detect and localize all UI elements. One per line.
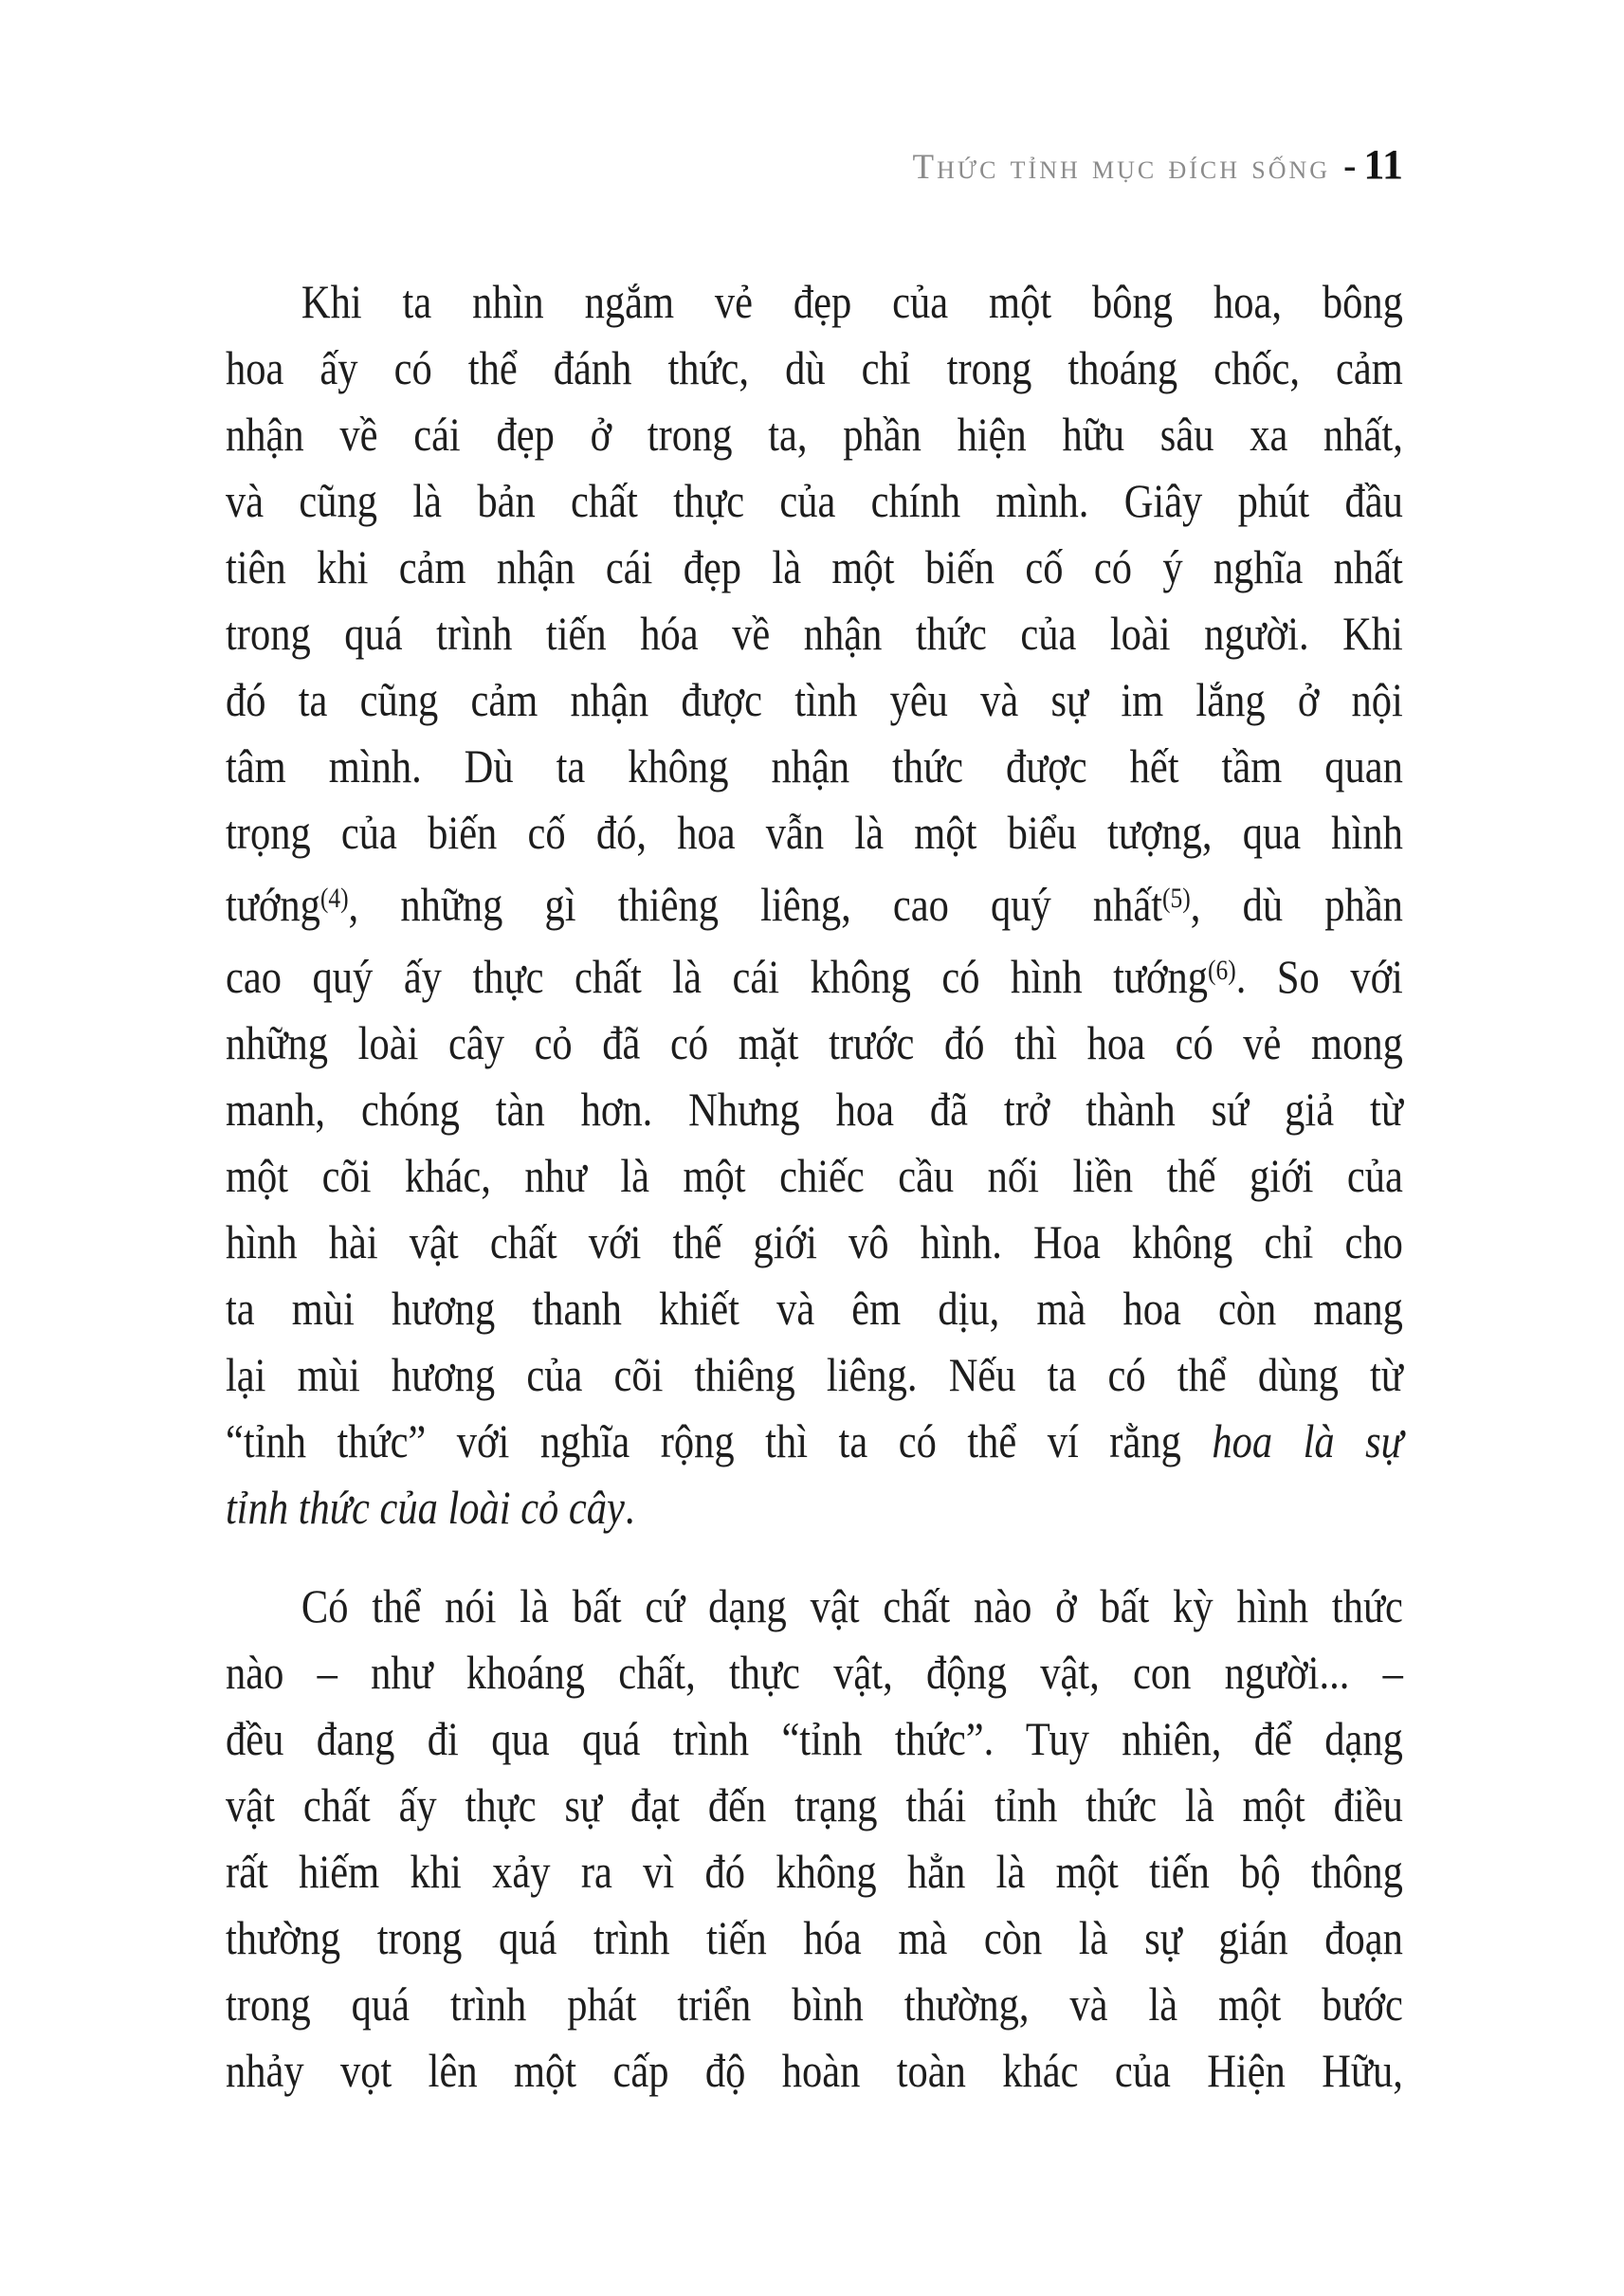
text-segment: hoa là sự bbox=[1212, 1414, 1403, 1467]
text-line bbox=[226, 1474, 1403, 1540]
running-header-separator: - bbox=[1343, 144, 1357, 187]
text-segment: . So với bbox=[1235, 950, 1403, 1003]
text-line bbox=[226, 1076, 1403, 1142]
text-line bbox=[226, 1408, 1403, 1474]
text-segment: trong quá trình phát triển bình thường, và là một bước bbox=[226, 1977, 1403, 2031]
text-line bbox=[226, 733, 1403, 799]
text-segment: lại mùi hương của cõi thiêng liêng. Nếu ta có thể dùng từ bbox=[226, 1348, 1403, 1401]
body-text bbox=[226, 268, 1403, 2104]
text-segment: ta mùi hương thanh khiết và êm dịu, mà hoa còn mang bbox=[226, 1282, 1403, 1335]
text-line bbox=[226, 467, 1403, 534]
text-segment: Khi ta nhìn ngắm vẻ đẹp của một bông hoa, bông bbox=[301, 275, 1403, 328]
page-number: 11 bbox=[1363, 141, 1403, 188]
text-line bbox=[226, 1838, 1403, 1904]
text-line bbox=[226, 799, 1403, 866]
running-header bbox=[913, 140, 1403, 189]
text-segment: một cõi khác, như là một chiếc cầu nối liền thế giới của bbox=[226, 1149, 1403, 1202]
text-segment: nào – như khoáng chất, thực vật, động vật, con người... – bbox=[226, 1646, 1403, 1699]
text-segment: “tỉnh thức” với nghĩa rộng thì ta có thể ví rằng bbox=[226, 1414, 1213, 1467]
text-line bbox=[226, 1639, 1403, 1705]
text-segment: vật chất ấy thực sự đạt đến trạng thái tỉnh thức là một điều bbox=[226, 1778, 1403, 1831]
text-line bbox=[226, 666, 1403, 733]
text-segment: Có thể nói là bất cứ dạng vật chất nào ở bất kỳ hình thức bbox=[301, 1579, 1403, 1632]
running-header-title: Thức tỉnh mục đích sống bbox=[912, 148, 1331, 187]
footnote-ref: (5) bbox=[1162, 883, 1191, 914]
text-segment: thường trong quá trình tiến hóa mà còn là sự gián đoạn bbox=[226, 1911, 1403, 1964]
text-segment: cao quý ấy thực chất là cái không có hình tướng bbox=[226, 950, 1208, 1003]
footnote-ref: (6) bbox=[1207, 955, 1236, 986]
text-line bbox=[226, 938, 1403, 1010]
text-line bbox=[226, 268, 1403, 335]
text-line bbox=[226, 1142, 1403, 1209]
text-line bbox=[226, 335, 1403, 401]
text-line bbox=[226, 1275, 1403, 1341]
text-line bbox=[226, 1010, 1403, 1076]
text-segment: tiên khi cảm nhận cái đẹp là một biến cố có ý nghĩa nhất bbox=[226, 540, 1403, 593]
text-line bbox=[226, 1209, 1403, 1275]
text-segment: đó ta cũng cảm nhận được tình yêu và sự im lắng ở nội bbox=[226, 673, 1403, 726]
text-line bbox=[226, 1705, 1403, 1772]
text-segment: trọng của biến cố đó, hoa vẫn là một biểu tượng, qua hình bbox=[226, 806, 1403, 859]
text-line bbox=[226, 1904, 1403, 1971]
text-line bbox=[226, 600, 1403, 666]
paragraph bbox=[226, 1573, 1403, 2104]
text-segment: và cũng là bản chất thực của chính mình. Giây phút đầu bbox=[226, 474, 1403, 527]
paragraph bbox=[226, 268, 1403, 1540]
text-segment: , những gì thiêng liêng, cao quý nhất bbox=[348, 878, 1163, 931]
text-line bbox=[226, 1573, 1403, 1639]
text-line bbox=[226, 2037, 1403, 2104]
text-segment: , dù phần bbox=[1190, 878, 1403, 931]
text-segment: nhận về cái đẹp ở trong ta, phần hiện hữu sâu xa nhất, bbox=[226, 408, 1403, 461]
text-segment: những loài cây cỏ đã có mặt trước đó thì hoa có vẻ mong bbox=[226, 1016, 1403, 1069]
text-line bbox=[226, 401, 1403, 467]
text-segment: tỉnh thức của loài cỏ cây bbox=[226, 1481, 625, 1534]
text-segment: manh, chóng tàn hơn. Nhưng hoa đã trở thành sứ giả từ bbox=[226, 1083, 1403, 1136]
footnote-ref: (4) bbox=[319, 883, 349, 914]
text-segment: hình hài vật chất với thế giới vô hình. Hoa không chỉ cho bbox=[226, 1215, 1403, 1268]
text-segment: hoa ấy có thể đánh thức, dù chỉ trong thoáng chốc, cảm bbox=[226, 341, 1403, 394]
text-line bbox=[226, 1971, 1403, 2037]
text-segment: rất hiếm khi xảy ra vì đó không hẳn là một tiến bộ thông bbox=[226, 1845, 1403, 1898]
text-segment: tâm mình. Dù ta không nhận thức được hết tầm quan bbox=[226, 739, 1403, 793]
text-segment: . bbox=[624, 1481, 635, 1534]
text-segment: trong quá trình tiến hóa về nhận thức của loài người. Khi bbox=[226, 607, 1403, 660]
text-segment: đều đang đi qua quá trình “tỉnh thức”. Tuy nhiên, để dạng bbox=[226, 1712, 1403, 1765]
text-line bbox=[226, 534, 1403, 600]
text-line bbox=[226, 1341, 1403, 1408]
text-line bbox=[226, 866, 1403, 938]
text-line bbox=[226, 1772, 1403, 1838]
text-segment: tướng bbox=[226, 878, 320, 931]
text-segment: nhảy vọt lên một cấp độ hoàn toàn khác của Hiện Hữu, bbox=[226, 2044, 1403, 2097]
